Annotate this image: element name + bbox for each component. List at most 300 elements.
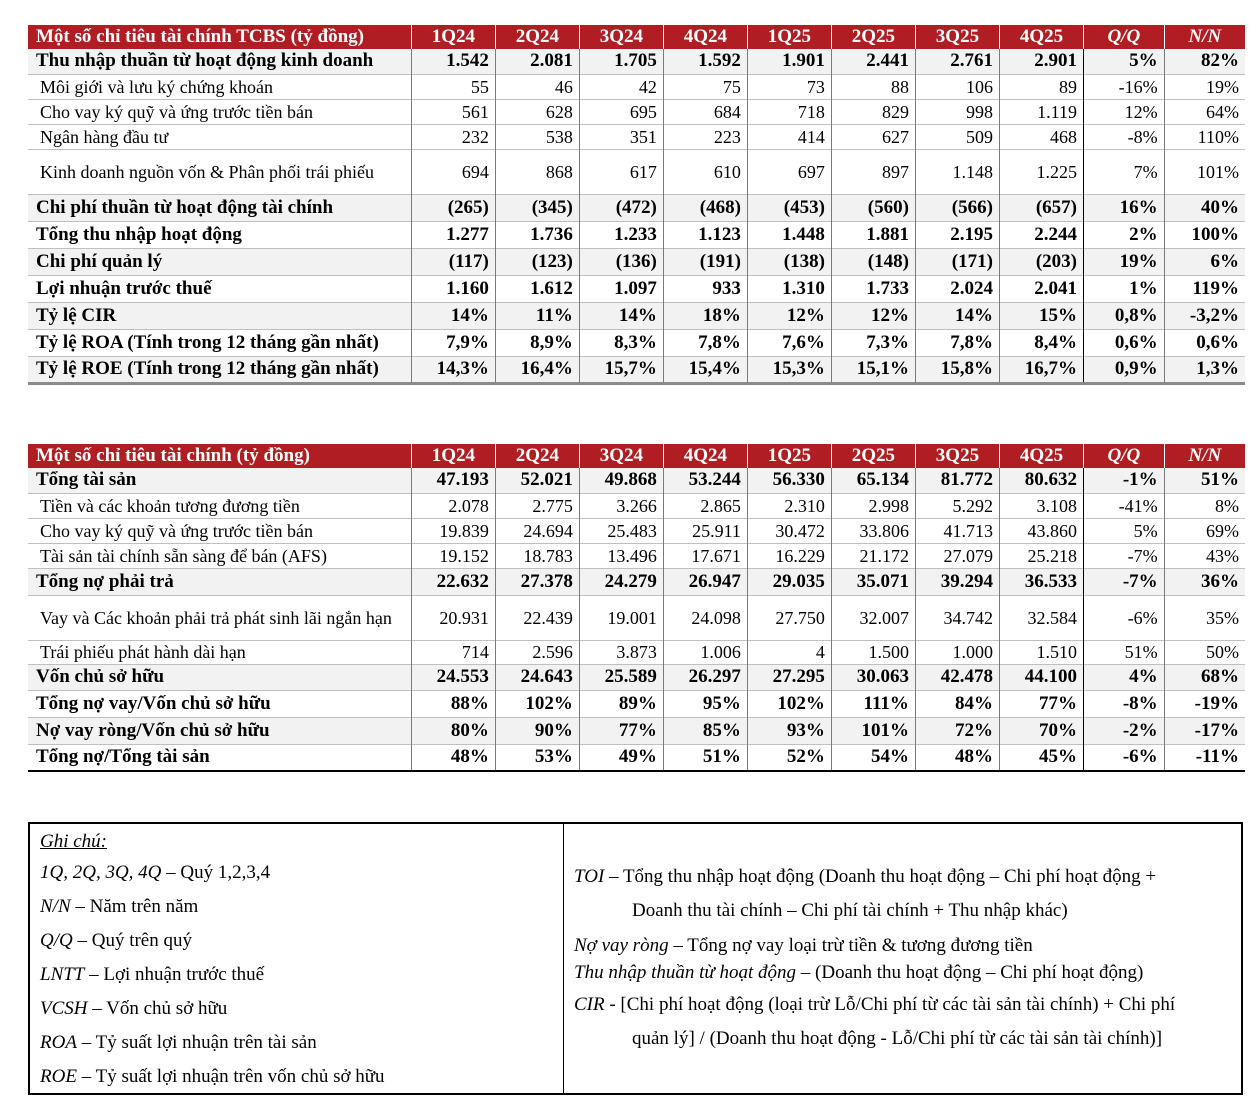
- cell-value: -2%: [1083, 717, 1164, 744]
- cell-value: 85%: [663, 717, 747, 744]
- cell-value: 27.378: [495, 568, 579, 595]
- cell-value: 5%: [1083, 518, 1164, 543]
- cell-value: 7,3%: [831, 329, 915, 356]
- cell-value: 1.000: [915, 640, 999, 664]
- cell-value: 1.148: [915, 149, 999, 194]
- cell-value: 27.079: [915, 543, 999, 568]
- cell-value: 52%: [747, 744, 831, 771]
- cell-value: 714: [411, 640, 495, 664]
- table-header-row: [28, 25, 1245, 49]
- cell-value: 42.478: [915, 664, 999, 690]
- cell-value: 2.441: [831, 49, 915, 74]
- note-item: [40, 1060, 563, 1094]
- cell-value: 41.713: [915, 518, 999, 543]
- cell-value: 48%: [411, 744, 495, 771]
- cell-value: -17%: [1164, 717, 1245, 744]
- note-text: – Tỷ suất lợi nhuận trên tài sản: [76, 1032, 317, 1053]
- cell-value: 89: [999, 74, 1083, 99]
- cell-value: 20.931: [411, 595, 495, 640]
- table-row: [28, 49, 1245, 74]
- cell-value: 90%: [495, 717, 579, 744]
- cell-value: 70%: [999, 717, 1083, 744]
- header-col: Q/Q: [1083, 25, 1164, 49]
- cell-value: (265): [411, 194, 495, 221]
- row-label: Tổng nợ/Tổng tài sản: [28, 744, 411, 771]
- cell-value: 100%: [1191, 223, 1239, 245]
- header-col: Q/Q: [1083, 444, 1164, 468]
- cell-value: 627: [831, 124, 915, 149]
- cell-value: 16%: [1083, 194, 1164, 221]
- cell-value: 561: [411, 99, 495, 124]
- table-row: [28, 356, 1245, 383]
- cell-value: 30.472: [747, 518, 831, 543]
- header-col: 3Q24: [579, 25, 663, 49]
- cell-value: 1.310: [747, 275, 831, 302]
- cell-value: (472): [579, 194, 663, 221]
- note-key: Nợ vay ròng: [574, 935, 669, 956]
- cell-value: 33.806: [831, 518, 915, 543]
- cell-value: 36.533: [999, 568, 1083, 595]
- cell-value: 17.671: [663, 543, 747, 568]
- cell-value: 7%: [1083, 149, 1164, 194]
- note-net-income: [574, 962, 1233, 984]
- note-key: 1Q, 2Q, 3Q, 4Q: [40, 862, 162, 883]
- row-label: Tỷ lệ ROE (Tính trong 12 tháng gần nhất): [28, 356, 411, 383]
- cell-value: 45%: [999, 744, 1083, 771]
- cell-value: 1.612: [495, 275, 579, 302]
- cell-value: (566): [915, 194, 999, 221]
- cell-value: 72%: [915, 717, 999, 744]
- cell-value: 34.742: [915, 595, 999, 640]
- cell-value: -1%: [1083, 468, 1164, 493]
- cell-value: 82%: [1164, 49, 1245, 74]
- cell-value: 30.063: [831, 664, 915, 690]
- row-label: Vay và Các khoản phải trả phát sinh lãi ngắn hạn: [28, 595, 411, 640]
- row-label: Tổng nợ vay/Vốn chủ sở hữu: [28, 690, 411, 717]
- cell-value: 42: [579, 74, 663, 99]
- header-col: 3Q25: [915, 25, 999, 49]
- cell-value: 18%: [663, 302, 747, 329]
- cell-value: 15,3%: [747, 356, 831, 383]
- notes-box: [28, 822, 1243, 1095]
- note-text: – Năm trên năm: [70, 896, 199, 917]
- row-label: Tiền và các khoản tương đương tiền: [28, 493, 411, 518]
- cell-value: 16,4%: [495, 356, 579, 383]
- cell-value: 1.006: [663, 640, 747, 664]
- cell-value: -7%: [1083, 568, 1164, 595]
- cell-value: 19.152: [411, 543, 495, 568]
- cell-value: 19%: [1206, 76, 1239, 97]
- cell-value: 3.266: [579, 493, 663, 518]
- cell-value: 35%: [1206, 607, 1239, 628]
- cell-value: 868: [495, 149, 579, 194]
- cell-value: 95%: [663, 690, 747, 717]
- cell-value: 25.589: [579, 664, 663, 690]
- cell-value: 19.839: [411, 518, 495, 543]
- cell-value: 47.193: [411, 468, 495, 493]
- notes-title: Ghi chú:: [40, 831, 108, 852]
- note-text: – Lợi nhuận trước thuế: [84, 964, 265, 985]
- row-label: Ngân hàng đầu tư: [28, 124, 411, 149]
- financial-table-balance: [28, 444, 1245, 772]
- note-text: – Quý 1,2,3,4: [161, 862, 271, 883]
- cell-value: 351: [579, 124, 663, 149]
- table-row: [28, 99, 1245, 124]
- cell-value: 2.998: [831, 493, 915, 518]
- cell-value: (117): [411, 248, 495, 275]
- cell-value: 53.244: [663, 468, 747, 493]
- header-col: 2Q24: [495, 444, 579, 468]
- cell-value: 1.119: [999, 99, 1083, 124]
- cell-value: 110%: [1197, 126, 1239, 147]
- table-row: [28, 717, 1245, 744]
- note-text: – Quý trên quý: [72, 930, 192, 951]
- note-toi: [574, 860, 1233, 894]
- cell-value: 998: [915, 99, 999, 124]
- notes-right-column: [564, 824, 1241, 1093]
- cell-value: 21.172: [831, 543, 915, 568]
- row-label: Tổng nợ phải trả: [28, 568, 411, 595]
- notes-left-column: [30, 824, 564, 1093]
- cell-value: 468: [999, 124, 1083, 149]
- note-item: [40, 890, 563, 924]
- cell-value: 29.035: [747, 568, 831, 595]
- table-row: [28, 690, 1245, 717]
- cell-value: 897: [831, 149, 915, 194]
- cell-value: 1.123: [663, 221, 747, 248]
- cell-value: 27.750: [747, 595, 831, 640]
- cell-value: 93%: [747, 717, 831, 744]
- cell-value: 24.553: [411, 664, 495, 690]
- cell-value: 24.098: [663, 595, 747, 640]
- cell-value: 1.097: [579, 275, 663, 302]
- row-label: Tỷ lệ ROA (Tính trong 12 tháng gần nhất): [28, 329, 411, 356]
- cell-value: 24.643: [495, 664, 579, 690]
- cell-value: 14,3%: [411, 356, 495, 383]
- financial-table-tcbs: [28, 25, 1245, 385]
- header-col: 4Q25: [999, 25, 1083, 49]
- cell-value: 8,4%: [999, 329, 1083, 356]
- row-label: Thu nhập thuần từ hoạt động kinh doanh: [28, 49, 411, 74]
- cell-value: 69%: [1206, 520, 1239, 541]
- cell-value: 65.134: [831, 468, 915, 493]
- row-label: Chi phí quản lý: [28, 248, 411, 275]
- cell-value: 933: [663, 275, 747, 302]
- table-row: [28, 194, 1245, 221]
- cell-value: 2.195: [915, 221, 999, 248]
- row-label: Cho vay ký quỹ và ứng trước tiền bán: [28, 518, 411, 543]
- cell-value: 223: [663, 124, 747, 149]
- note-item: [40, 924, 563, 958]
- cell-value: 49.868: [579, 468, 663, 493]
- cell-value: (123): [495, 248, 579, 275]
- cell-value: 1.500: [831, 640, 915, 664]
- header-col: 3Q24: [579, 444, 663, 468]
- cell-value: 77%: [579, 717, 663, 744]
- note-text: – Tỷ suất lợi nhuận trên vốn chủ sở hữu: [76, 1066, 385, 1087]
- cell-value: 16.229: [747, 543, 831, 568]
- cell-value: (453): [747, 194, 831, 221]
- cell-value: 32.007: [831, 595, 915, 640]
- cell-value: 55: [411, 74, 495, 99]
- cell-value: 610: [663, 149, 747, 194]
- cell-value: 2.244: [999, 221, 1083, 248]
- cell-value: (138): [747, 248, 831, 275]
- cell-value: 7,8%: [915, 329, 999, 356]
- cell-value: 4: [747, 640, 831, 664]
- note-item: [40, 992, 563, 1026]
- header-col: 2Q25: [831, 25, 915, 49]
- table-row: [28, 744, 1245, 771]
- note-key: Q/Q: [40, 930, 73, 951]
- cell-value: (136): [579, 248, 663, 275]
- cell-value: 88%: [411, 690, 495, 717]
- cell-value: 1.510: [999, 640, 1083, 664]
- cell-value: 414: [747, 124, 831, 149]
- table-row: [28, 74, 1245, 99]
- header-label: Một số chỉ tiêu tài chính TCBS (tỷ đồng): [28, 25, 411, 49]
- note-text: – Vốn chủ sở hữu: [87, 998, 228, 1019]
- cell-value: 0,6%: [1196, 331, 1239, 353]
- cell-value: 14%: [915, 302, 999, 329]
- cell-value: 44.100: [999, 664, 1083, 690]
- table-row: [28, 664, 1245, 690]
- cell-value: 22.632: [411, 568, 495, 595]
- cell-value: 538: [495, 124, 579, 149]
- cell-value: 40%: [1164, 194, 1245, 221]
- cell-value: 15,1%: [831, 356, 915, 383]
- cell-value: 684: [663, 99, 747, 124]
- cell-value: -11%: [1195, 746, 1239, 768]
- note-key: VCSH: [40, 998, 88, 1019]
- cell-value: 1.542: [411, 49, 495, 74]
- cell-value: 64%: [1206, 101, 1239, 122]
- cell-value: 25.218: [999, 543, 1083, 568]
- note-net-debt: [574, 930, 1233, 962]
- cell-value: 1.592: [663, 49, 747, 74]
- cell-value: 12%: [1083, 99, 1164, 124]
- cell-value: 2.596: [495, 640, 579, 664]
- cell-value: 1.736: [495, 221, 579, 248]
- cell-value: 1.225: [999, 149, 1083, 194]
- cell-value: 14%: [411, 302, 495, 329]
- cell-value: 32.584: [999, 595, 1083, 640]
- cell-value: 7,6%: [747, 329, 831, 356]
- cell-value: 19.001: [579, 595, 663, 640]
- cell-value: 49%: [579, 744, 663, 771]
- cell-value: (148): [831, 248, 915, 275]
- cell-value: 3.108: [999, 493, 1083, 518]
- cell-value: 54%: [831, 744, 915, 771]
- cell-value: 119%: [1192, 277, 1239, 299]
- cell-value: 80.632: [999, 468, 1083, 493]
- cell-value: 2.775: [495, 493, 579, 518]
- cell-value: -19%: [1194, 692, 1239, 714]
- note-text: – Tổng thu nhập hoạt động (Doanh thu hoạt động – Chi phí hoạt động +: [604, 866, 1157, 887]
- header-col: 1Q24: [411, 444, 495, 468]
- cell-value: 26.947: [663, 568, 747, 595]
- cell-value: 1.277: [411, 221, 495, 248]
- cell-value: 77%: [999, 690, 1083, 717]
- cell-value: 80%: [411, 717, 495, 744]
- header-col: N/N: [1164, 25, 1245, 49]
- cell-value: 0,6%: [1083, 329, 1164, 356]
- cell-value: 628: [495, 99, 579, 124]
- cell-value: 106: [915, 74, 999, 99]
- cell-value: (191): [663, 248, 747, 275]
- header-col: 1Q24: [411, 25, 495, 49]
- row-label: Cho vay ký quỹ và ứng trước tiền bán: [28, 99, 411, 124]
- cell-value: 84%: [915, 690, 999, 717]
- cell-value: 1.901: [747, 49, 831, 74]
- cell-value: 36%: [1164, 568, 1245, 595]
- header-col: 4Q24: [663, 444, 747, 468]
- cell-value: 7,8%: [663, 329, 747, 356]
- header-label: Một số chỉ tiêu tài chính (tỷ đồng): [28, 444, 411, 468]
- cell-value: 1.881: [831, 221, 915, 248]
- cell-value: 24.694: [495, 518, 579, 543]
- cell-value: 48%: [915, 744, 999, 771]
- cell-value: 1,3%: [1164, 356, 1245, 383]
- note-key: N/N: [40, 896, 71, 917]
- cell-value: 51%: [1083, 640, 1164, 664]
- cell-value: 51%: [663, 744, 747, 771]
- cell-value: 6%: [1164, 248, 1245, 275]
- table-header-row: [28, 444, 1245, 468]
- cell-value: 24.279: [579, 568, 663, 595]
- cell-value: 102%: [495, 690, 579, 717]
- header-col: 1Q25: [747, 444, 831, 468]
- cell-value: 695: [579, 99, 663, 124]
- header-col: 2Q24: [495, 25, 579, 49]
- note-toi-continued: Doanh thu tài chính – Chi phí tài chính + Thu nhập khác): [632, 900, 1068, 921]
- cell-value: (171): [915, 248, 999, 275]
- cell-value: 52.021: [495, 468, 579, 493]
- table-row: [28, 568, 1245, 595]
- cell-value: 81.772: [915, 468, 999, 493]
- cell-value: 2.024: [915, 275, 999, 302]
- table-row: [28, 329, 1245, 356]
- cell-value: 718: [747, 99, 831, 124]
- cell-value: 2.310: [747, 493, 831, 518]
- cell-value: 25.911: [663, 518, 747, 543]
- cell-value: 2.081: [495, 49, 579, 74]
- cell-value: 509: [915, 124, 999, 149]
- row-label: Môi giới và lưu ký chứng khoán: [28, 74, 411, 99]
- cell-value: 15,7%: [579, 356, 663, 383]
- note-text: - [Chi phí hoạt động (loại trừ Lỗ/Chi phí từ các tài sản tài chính) + Chi phí: [604, 994, 1176, 1015]
- cell-value: 829: [831, 99, 915, 124]
- note-item: [40, 1026, 563, 1060]
- row-label: Lợi nhuận trước thuế: [28, 275, 411, 302]
- header-col: 1Q25: [747, 25, 831, 49]
- cell-value: 50%: [1206, 642, 1239, 662]
- row-label: Nợ vay ròng/Vốn chủ sở hữu: [28, 717, 411, 744]
- cell-value: -6%: [1083, 595, 1164, 640]
- row-label: Tài sản tài chính sẵn sàng để bán (AFS): [28, 543, 411, 568]
- header-col: 4Q24: [663, 25, 747, 49]
- row-label: Kinh doanh nguồn vốn & Phân phối trái phiếu: [28, 149, 411, 194]
- header-col: N/N: [1164, 444, 1245, 468]
- row-label: Tổng tài sản: [28, 468, 411, 493]
- cell-value: 0,8%: [1083, 302, 1164, 329]
- cell-value: (657): [999, 194, 1083, 221]
- cell-value: 53%: [495, 744, 579, 771]
- cell-value: 101%: [831, 717, 915, 744]
- cell-value: -6%: [1083, 744, 1164, 771]
- cell-value: 51%: [1164, 468, 1245, 493]
- cell-value: 5%: [1083, 49, 1164, 74]
- row-label: Chi phí thuần từ hoạt động tài chính: [28, 194, 411, 221]
- cell-value: 39.294: [915, 568, 999, 595]
- cell-value: 232: [411, 124, 495, 149]
- note-item: [40, 856, 563, 890]
- cell-value: 12%: [831, 302, 915, 329]
- cell-value: -41%: [1083, 493, 1164, 518]
- note-key: ROE: [40, 1066, 77, 1087]
- cell-value: 1.448: [747, 221, 831, 248]
- cell-value: 1.705: [579, 49, 663, 74]
- cell-value: 0,9%: [1083, 356, 1164, 383]
- cell-value: 617: [579, 149, 663, 194]
- cell-value: 25.483: [579, 518, 663, 543]
- cell-value: 4%: [1083, 664, 1164, 690]
- note-item: [40, 958, 563, 992]
- cell-value: (468): [663, 194, 747, 221]
- cell-value: (203): [999, 248, 1083, 275]
- cell-value: 102%: [747, 690, 831, 717]
- cell-value: 15,8%: [915, 356, 999, 383]
- cell-value: 111%: [831, 690, 915, 717]
- cell-value: 68%: [1164, 664, 1245, 690]
- table-row: [28, 468, 1245, 493]
- cell-value: 18.783: [495, 543, 579, 568]
- header-col: 4Q25: [999, 444, 1083, 468]
- note-key: TOI: [574, 866, 605, 887]
- cell-value: 73: [747, 74, 831, 99]
- cell-value: 15,4%: [663, 356, 747, 383]
- cell-value: 56.330: [747, 468, 831, 493]
- cell-value: -7%: [1083, 543, 1164, 568]
- cell-value: 14%: [579, 302, 663, 329]
- note-key: Thu nhập thuần từ hoạt động: [574, 962, 797, 983]
- cell-value: 15%: [999, 302, 1083, 329]
- cell-value: 22.439: [495, 595, 579, 640]
- cell-value: 2%: [1083, 221, 1164, 248]
- cell-value: 8%: [1215, 495, 1239, 516]
- table-row: [28, 275, 1245, 302]
- note-key: CIR: [574, 994, 605, 1015]
- cell-value: 2.041: [999, 275, 1083, 302]
- cell-value: 46: [495, 74, 579, 99]
- cell-value: 43%: [1206, 545, 1239, 566]
- cell-value: 1%: [1083, 275, 1164, 302]
- row-label: Trái phiếu phát hành dài hạn: [28, 640, 411, 664]
- cell-value: 101%: [1197, 161, 1239, 182]
- cell-value: 8,9%: [495, 329, 579, 356]
- cell-value: 7,9%: [411, 329, 495, 356]
- cell-value: -8%: [1083, 690, 1164, 717]
- table-row: [28, 248, 1245, 275]
- header-col: 3Q25: [915, 444, 999, 468]
- cell-value: 1.233: [579, 221, 663, 248]
- cell-value: 697: [747, 149, 831, 194]
- cell-value: -3,2%: [1164, 302, 1245, 329]
- note-cir-continued: quản lý] / (Doanh thu hoạt động - Lỗ/Chi phí từ các tài sản tài chính)]: [632, 1028, 1163, 1049]
- row-label: Tổng thu nhập hoạt động: [28, 221, 411, 248]
- table-row: [28, 543, 1245, 568]
- table-row: [28, 640, 1245, 664]
